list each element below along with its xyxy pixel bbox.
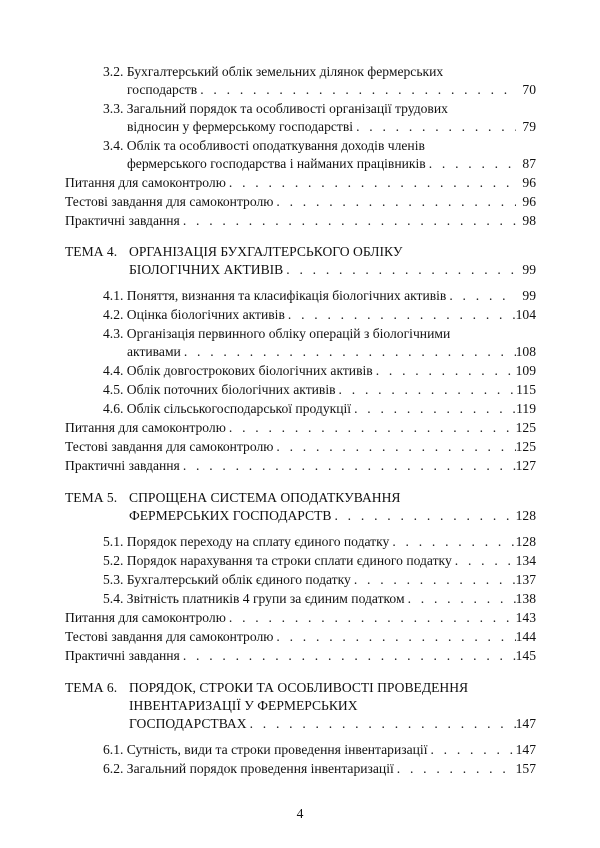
toc-entry-text: Практичні завдання xyxy=(65,458,180,473)
toc-page-number: 79 xyxy=(522,119,536,134)
toc-page-number: 125 xyxy=(515,420,536,435)
toc-entry-5-1[interactable] xyxy=(103,533,536,551)
theme-5-title-line1: СПРОЩЕНА СИСТЕМА ОПОДАТКУВАННЯ xyxy=(129,490,401,505)
toc-entry-text: 5.2. Порядок нарахування та строки сплати єдиного податку xyxy=(103,553,452,568)
toc-page-number: 147 xyxy=(515,742,536,757)
toc-entry-theme-5[interactable] xyxy=(129,507,536,525)
toc-entry-t4-questions[interactable] xyxy=(65,419,536,437)
leader-dots xyxy=(405,590,516,608)
toc-entry-text: Тестові завдання для самоконтролю xyxy=(65,439,274,454)
toc-entry-text: 5.1. Порядок переходу на сплату єдиного податку xyxy=(103,534,390,549)
leader-dots xyxy=(273,628,515,646)
page-number: 4 xyxy=(296,806,304,821)
toc-page-number: 87 xyxy=(522,156,536,171)
toc-entry-text: 4.5. Облік поточних біологічних активів xyxy=(103,382,336,397)
leader-dots xyxy=(427,741,515,759)
toc-entry-4-5[interactable] xyxy=(103,381,536,399)
toc-page-number: 144 xyxy=(515,629,536,644)
toc-entry-5-2[interactable] xyxy=(103,552,536,570)
leader-dots xyxy=(197,81,516,99)
toc-entry-4-4[interactable] xyxy=(103,362,536,380)
leader-dots xyxy=(285,306,516,324)
leader-dots xyxy=(373,362,516,380)
leader-dots xyxy=(273,438,515,456)
toc-entry-text: Питання для самоконтролю xyxy=(65,175,226,190)
theme-6-title-line2: ІНВЕНТАРИЗАЦІЇ У ФЕРМЕРСЬКИХ xyxy=(129,698,358,713)
toc-page-number: 115 xyxy=(516,382,536,397)
leader-dots xyxy=(353,118,516,136)
toc-entry-text: Питання для самоконтролю xyxy=(65,610,226,625)
leader-dots xyxy=(180,457,516,475)
toc-entry-4-1[interactable] xyxy=(103,287,536,305)
toc-entry-4-2[interactable] xyxy=(103,306,536,324)
leader-dots xyxy=(180,212,516,230)
toc-entry-text: ФЕРМЕРСЬКИХ ГОСПОДАРСТВ xyxy=(129,508,332,523)
toc-page-number: 128 xyxy=(515,508,536,523)
toc-entry-theme-6[interactable] xyxy=(129,715,536,733)
toc-entry-text: 4.6. Облік сільськогосподарської продукції xyxy=(103,401,352,416)
toc-page-number: 147 xyxy=(515,716,536,731)
toc-entry-4-6[interactable] xyxy=(103,400,536,418)
toc-page-number: 99 xyxy=(522,288,536,303)
toc-entry-text: 4.4. Облік довгострокових біологічних активів xyxy=(103,363,373,378)
toc-page-number: 104 xyxy=(515,307,536,322)
toc-entry-text: 6.1. Сутність, види та строки проведення інвентаризації xyxy=(103,742,428,757)
theme-4-title-line1: ОРГАНІЗАЦІЯ БУХГАЛТЕРСЬКОГО ОБЛІКУ xyxy=(129,244,403,259)
toc-page-number: 108 xyxy=(515,344,536,359)
toc-entry-4-3[interactable] xyxy=(127,343,536,361)
toc-entry-t3-practical[interactable] xyxy=(65,212,536,230)
leader-dots xyxy=(351,400,516,418)
toc-entry-3-2[interactable] xyxy=(127,81,536,99)
toc-entry-text: 4.2. Оцінка біологічних активів xyxy=(103,307,285,322)
toc-page-number: 145 xyxy=(515,648,536,663)
toc-entry-3-2-line1: 3.2. Бухгалтерський облік земельних ділянок фермерських xyxy=(103,64,444,79)
toc-entry-text: 5.3. Бухгалтерський облік єдиного податку xyxy=(103,572,351,587)
toc-entry-text: активами xyxy=(127,344,181,359)
toc-page-number: 70 xyxy=(522,82,536,97)
toc-page-number: 96 xyxy=(522,194,536,209)
toc-entry-6-2[interactable] xyxy=(103,760,536,778)
toc-entry-text: Практичні завдання xyxy=(65,648,180,663)
toc-entry-3-4[interactable] xyxy=(127,155,536,173)
toc-entry-3-3-line1: 3.3. Загальний порядок та особливості організації трудових xyxy=(103,101,448,116)
leader-dots xyxy=(283,261,516,279)
toc-page-number: 98 xyxy=(522,213,536,228)
toc-page-number: 125 xyxy=(515,439,536,454)
toc-entry-text: господарств xyxy=(127,82,198,97)
toc-entry-text: відносин у фермерському господарстві xyxy=(127,119,354,134)
toc-page-number: 137 xyxy=(515,572,536,587)
toc-page-number: 109 xyxy=(515,363,536,378)
toc-entry-5-3[interactable] xyxy=(103,571,536,589)
toc-entry-text: фермерського господарства і найманих працівників xyxy=(127,156,426,171)
toc-entry-text: ГОСПОДАРСТВАХ xyxy=(129,716,247,731)
toc-page-number: 134 xyxy=(515,553,536,568)
toc-entry-t5-tests[interactable] xyxy=(65,628,536,646)
toc-entry-3-3[interactable] xyxy=(127,118,536,136)
leader-dots xyxy=(336,381,516,399)
theme-6-title-line1: ПОРЯДОК, СТРОКИ ТА ОСОБЛИВОСТІ ПРОВЕДЕННЯ xyxy=(129,680,469,695)
leader-dots xyxy=(247,715,516,733)
toc-entry-3-4-line1: 3.4. Облік та особливості оподаткування доходів членів xyxy=(103,138,425,153)
toc-entry-t3-questions[interactable] xyxy=(65,174,536,192)
toc-entry-t4-practical[interactable] xyxy=(65,457,536,475)
leader-dots xyxy=(426,155,516,173)
toc-page-number: 127 xyxy=(515,458,536,473)
toc-entry-6-1[interactable] xyxy=(103,741,536,759)
toc-entry-text: Тестові завдання для самоконтролю xyxy=(65,629,274,644)
leader-dots xyxy=(273,193,516,211)
leader-dots xyxy=(331,507,515,525)
leader-dots xyxy=(351,571,516,589)
toc-page-number: 99 xyxy=(522,262,536,277)
toc-page-number: 143 xyxy=(515,610,536,625)
toc-entry-5-4[interactable] xyxy=(103,590,536,608)
toc-entry-t5-practical[interactable] xyxy=(65,647,536,665)
toc-entry-t4-tests[interactable] xyxy=(65,438,536,456)
toc-entry-text: Практичні завдання xyxy=(65,213,180,228)
leader-dots xyxy=(181,343,516,361)
toc-entry-text: 6.2. Загальний порядок проведення інвентаризації xyxy=(103,761,394,776)
toc-entry-text: Питання для самоконтролю xyxy=(65,420,226,435)
leader-dots xyxy=(394,760,516,778)
toc-entry-text: БІОЛОГІЧНИХ АКТИВІВ xyxy=(129,262,284,277)
toc-page-number: 157 xyxy=(515,761,536,776)
leader-dots xyxy=(226,419,516,437)
theme-4-label: ТЕМА 4. xyxy=(65,244,118,259)
theme-6-label: ТЕМА 6. xyxy=(65,680,118,695)
toc-entry-4-3-line1: 4.3. Організація первинного обліку операцій з біологічними xyxy=(103,326,451,341)
leader-dots xyxy=(389,533,515,551)
leader-dots xyxy=(446,287,516,305)
toc-page-number: 138 xyxy=(515,591,536,606)
toc-page-number: 128 xyxy=(515,534,536,549)
toc-entry-t5-questions[interactable] xyxy=(65,609,536,627)
leader-dots xyxy=(180,647,516,665)
toc-entry-theme-4[interactable] xyxy=(129,261,536,279)
toc-page-number: 96 xyxy=(522,175,536,190)
toc-entry-t3-tests[interactable] xyxy=(65,193,536,211)
leader-dots xyxy=(226,174,516,192)
toc-page-number: 119 xyxy=(516,401,536,416)
toc-entry-text: Тестові завдання для самоконтролю xyxy=(65,194,274,209)
toc-entry-text: 4.1. Поняття, визнання та класифікація біологічних активів xyxy=(103,288,447,303)
leader-dots xyxy=(452,552,516,570)
theme-5-label: ТЕМА 5. xyxy=(65,490,118,505)
toc-entry-text: 5.4. Звітність платників 4 групи за єдиним податком xyxy=(103,591,405,606)
leader-dots xyxy=(226,609,516,627)
